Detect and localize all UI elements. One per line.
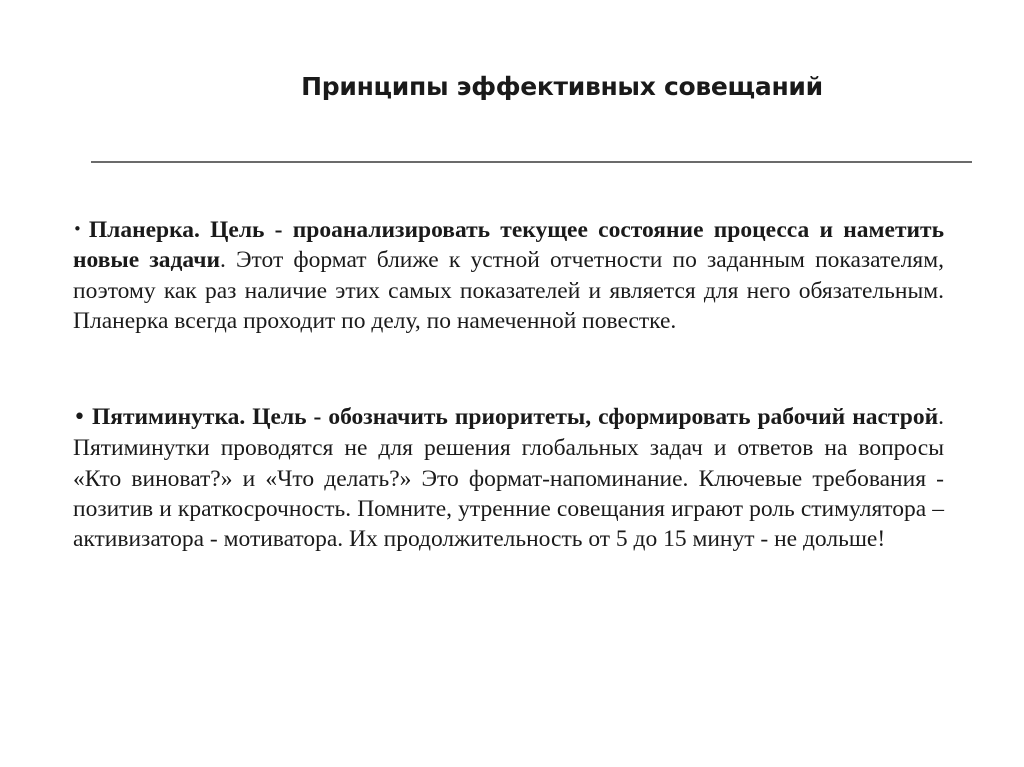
bullet-marker: • — [73, 220, 82, 238]
title-divider — [91, 161, 972, 163]
bullet-heading: Планерка. Цель - проанализировать текущее состояние процесса и наметить новые задачи — [73, 217, 944, 274]
bullet-paragraph-planerka — [73, 214, 944, 336]
bullet-body: . Этот формат ближе к устной отчетности по заданным показателям, поэтому как раз наличие этих самых показателей и является для него обязательным. Планерка всегда проходит по делу, по намеченной повестке. — [73, 247, 944, 334]
bullet-marker: • — [73, 405, 86, 430]
bullet-paragraph-pyatiminutka — [73, 402, 944, 554]
bullet-heading: Пятиминутка. Цель - обозначить приоритеты, сформировать рабочий настрой — [91, 404, 939, 430]
slide-title: Принципы эффективных совещаний — [301, 72, 823, 101]
bullet-body: . Пятиминутки проводятся не для решения глобальных задач и ответов на вопросы «Кто виноват?» и «Что делать?» Это формат-напоминание. Ключевые требования - позитив и краткосрочность. Помните, утренние совещания играют роль стимулятора – активизатора - мотиватора. Их продолжительность от 5 до 15 минут - не дольше! — [73, 404, 944, 553]
